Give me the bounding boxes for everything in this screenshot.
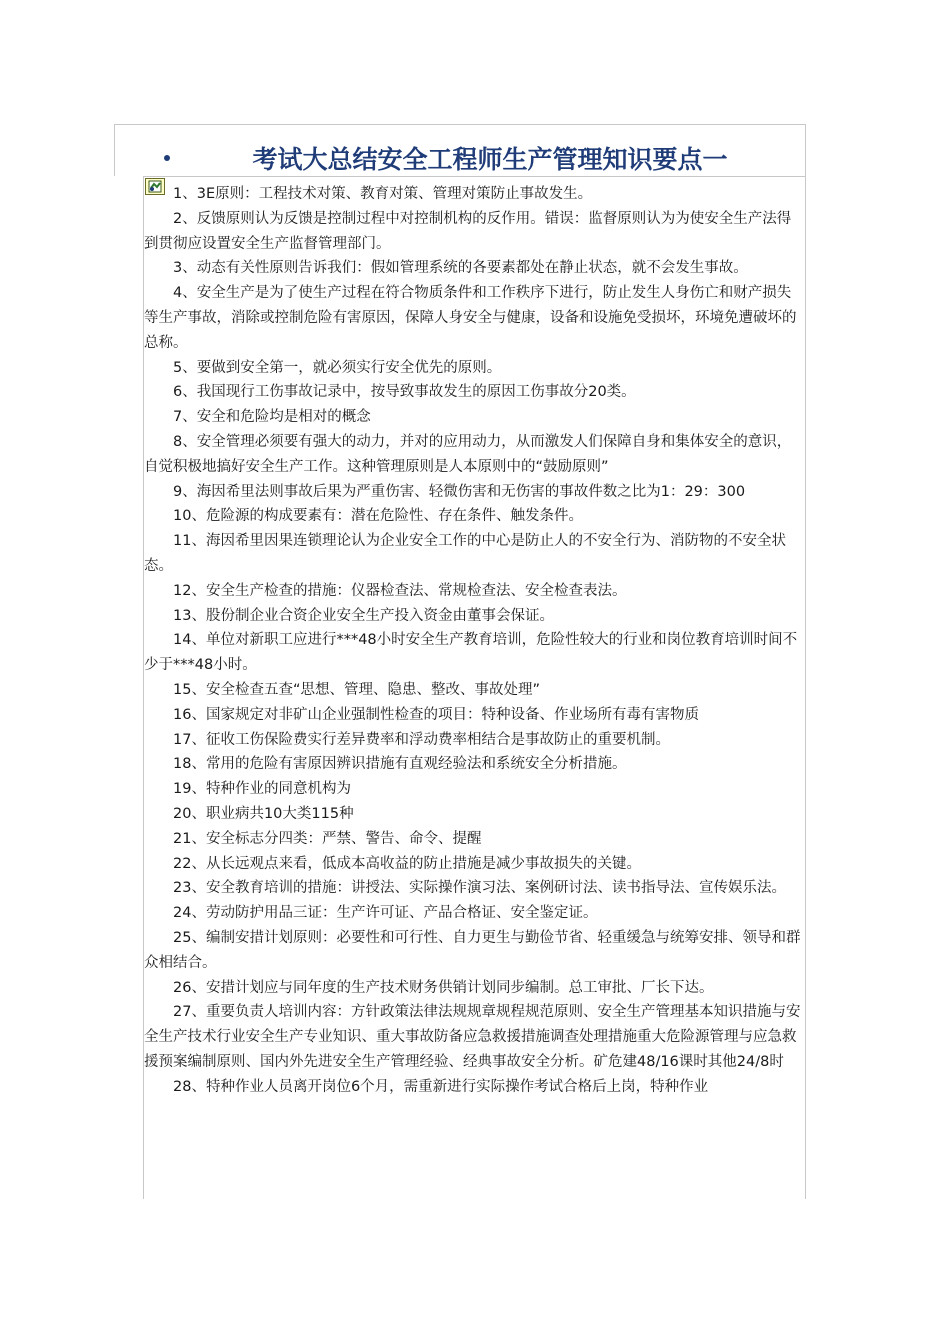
list-item: 7、安全和危险均是相对的概念 [173,409,371,426]
list-item: 15、安全检查五查“思想、管理、隐患、整改、事故处理” [173,681,540,698]
knowledge-points-list [144,182,804,1099]
list-item: 13、股份制企业合资企业安全生产投入资金由董事会保证。 [173,607,554,624]
list-item: 10、危险源的构成要素有：潜在危险性、存在条件、触发条件。 [173,508,583,525]
list-item: 16、国家规定对非矿山企业强制性检查的项目：特种设备、作业场所有毒有害物质 [173,706,699,723]
list-item: 27、重要负责人培训内容：方针政策法律法规规章规程规范原则、安全生产管理基本知识措施与安全生产技术行业安全生产专业知识、重大事故防备应急救援措施调查处理措施重大危险源管理与应急救援预案编制原则、国内外先进安全生产管理经验、经典事故安全分析。矿危建48/16课时其他24/8时 [144,1004,801,1070]
list-item: 9、海因希里法则事故后果为严重伤害、轻微伤害和无伤害的事故件数之比为1：29：300 [173,483,746,500]
list-item: 25、编制安措计划原则：必要性和可行性、自力更生与勤俭节省、轻重缓急与统筹安排、领导和群众相结合。 [144,929,801,971]
list-item: 12、安全生产检查的措施：仪器检查法、常规检查法、安全检查表法。 [173,582,627,599]
list-item: 20、职业病共10大类115种 [173,805,354,822]
list-item: 24、劳动防护用品三证：生产许可证、产品合格证、安全鉴定证。 [173,905,598,922]
list-item: 1、3E原则：工程技术对策、教育对策、管理对策防止事故发生。 [173,186,593,202]
list-item: 14、单位对新职工应进行***48小时安全生产教育培训，危险性较大的行业和岗位教育培训时间不少于***48小时。 [144,632,798,674]
list-item: 26、安措计划应与同年度的生产技术财务供销计划同步编制。总工审批、厂长下达。 [173,979,714,996]
page-title: 考试大总结安全工程师生产管理知识要点一 [252,145,728,174]
list-item: 22、从长远观点来看，低成本高收益的防止措施是减少事故损失的关键。 [173,855,641,872]
list-item: 8、安全管理必须要有强大的动力，并对的应用动力，从而激发人们保障自身和集体安全的意识，自觉积极地搞好安全生产工作。这种管理原则是人本原则中的“鼓励原则” [144,433,792,475]
list-item: 11、海因希里因果连锁理论认为企业安全工作的中心是防止人的不安全行为、消防物的不安全状态。 [144,533,786,574]
list-item: 5、要做到安全第一，就必须实行安全优先的原则。 [173,359,502,376]
list-item: 3、动态有关性原则告诉我们：假如管理系统的各要素都处在静止状态，就不会发生事故。 [173,260,748,277]
list-item: 2、反馈原则认为反馈是控制过程中对控制机构的反作用。错误：监督原则认为为使安全生产法得到贯彻应设置安全生产监督管理部门。 [144,210,792,252]
list-item: 6、我国现行工伤事故记录中，按导致事故发生的原因工伤事故分20类。 [173,384,636,401]
list-item: 23、安全教育培训的措施：讲授法、实际操作演习法、案例研讨法、读书指导法、宣传娱乐法。 [173,880,786,897]
list-item: 4、安全生产是为了使生产过程在符合物质条件和工作秩序下进行，防止发生人身伤亡和财产损失等生产事故，消除或控制危险有害原因，保障人身安全与健康，设备和设施免受损坏，环境免遭破坏的总称。 [144,285,797,351]
list-item: 21、安全标志分四类：严禁、警告、命令、提醒 [173,830,482,847]
list-item: 18、常用的危险有害原因辨识措施有直观经验法和系统安全分析措施。 [173,756,627,773]
list-item: 17、征收工伤保险费实行差异费率和浮动费率相结合是事故防止的重要机制。 [173,731,670,748]
list-item: 19、特种作业的同意机构为 [173,781,351,798]
list-item: 28、特种作业人员离开岗位6个月，需重新进行实际操作考试合格后上岗，特种作业 [173,1078,709,1095]
